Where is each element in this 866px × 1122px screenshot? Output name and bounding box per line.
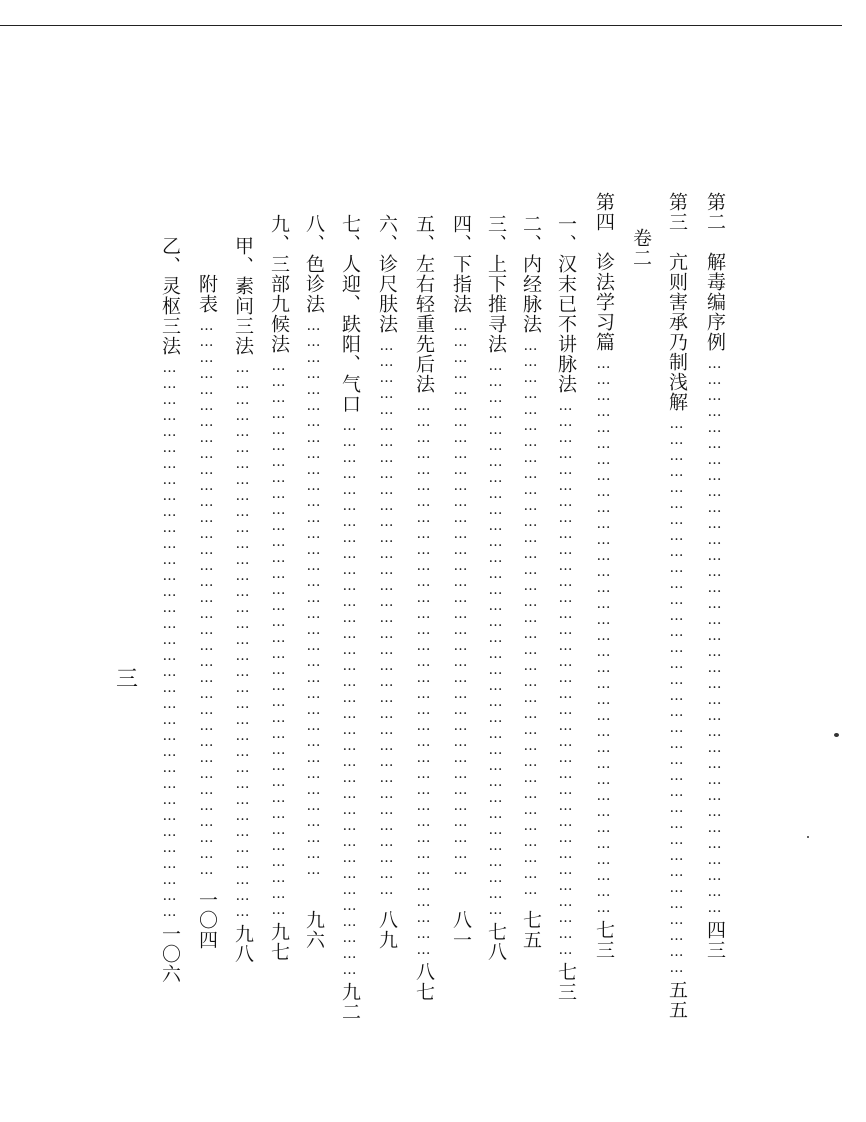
dot-leader: …………………………………………………………………………………………… xyxy=(161,360,178,920)
entry-title: 一、汉末已不讲脉法 xyxy=(555,214,577,394)
entry-title: 三、上下推寻法 xyxy=(485,214,507,354)
toc-entry[interactable] xyxy=(377,214,396,950)
entry-title: 甲、素问三法 xyxy=(232,236,254,356)
entry-page: 八一 xyxy=(450,910,472,950)
scan-speck xyxy=(807,836,809,838)
entry-page: 七三 xyxy=(593,920,615,960)
entry-page: 七八 xyxy=(485,922,507,962)
entry-page: 九七 xyxy=(268,922,290,962)
toc-entry[interactable] xyxy=(413,214,435,1002)
entry-title: 第二 解毒编序例 xyxy=(704,192,726,352)
entry-title: 九、三部九候法 xyxy=(268,214,290,354)
toc-entry[interactable] xyxy=(593,192,615,960)
dot-leader: …………………………………………………………………………………………… xyxy=(557,398,574,958)
entry-page: 七五 xyxy=(520,910,542,950)
toc-entry[interactable] xyxy=(704,192,726,960)
entry-page: 八七 xyxy=(413,962,435,1002)
top-rule xyxy=(0,25,842,26)
dot-leader: …………………………………………………………………………………………… xyxy=(415,398,432,958)
dot-leader: …………………………………………………………………………………………… xyxy=(706,356,723,916)
dot-leader: …………………………………………………………………………………………… xyxy=(341,418,358,978)
toc-entry[interactable] xyxy=(555,214,577,1002)
dot-leader: …………………………………………………………………………………………… xyxy=(522,338,539,898)
toc-entry[interactable] xyxy=(666,192,688,1020)
toc-entry[interactable] xyxy=(159,236,181,984)
entry-title: 第四 诊法学习篇 xyxy=(593,192,615,352)
entry-page: 七三 xyxy=(555,962,577,1002)
entry-page: 九八 xyxy=(232,924,254,964)
toc-entry[interactable] xyxy=(197,274,216,950)
entry-title: 七、人迎、趺阳、气口 xyxy=(339,214,361,414)
entry-page: 九六 xyxy=(303,910,325,950)
toc-entry[interactable] xyxy=(339,214,361,1022)
toc-entry[interactable] xyxy=(451,214,470,950)
entry-title: 二、内经脉法 xyxy=(520,214,542,334)
entry-title: 六、诊尺肤法 xyxy=(376,214,398,334)
entry-title: 四、下指法 xyxy=(450,214,472,314)
toc-entry[interactable] xyxy=(268,214,290,962)
dot-leader: …………………………………………………………………………………………… xyxy=(487,358,504,918)
entry-title: 五、左右轻重先后法 xyxy=(413,214,435,394)
volume-heading: 卷二 xyxy=(630,228,652,268)
dot-leader: …………………………………………………………………………………………… xyxy=(198,318,215,878)
toc-entry[interactable] xyxy=(232,236,254,964)
page-number: 三 xyxy=(116,667,139,692)
toc-entry[interactable] xyxy=(521,214,540,950)
dot-leader: …………………………………………………………………………………………… xyxy=(595,356,612,916)
dot-leader: …………………………………………………………………………………………… xyxy=(378,338,395,898)
entry-page: 一〇六 xyxy=(159,924,181,984)
scan-speck xyxy=(834,733,839,737)
dot-leader: …………………………………………………………………………………………… xyxy=(234,360,251,920)
entry-page: 五五 xyxy=(666,980,688,1020)
entry-title: 八、色诊法 xyxy=(303,214,325,314)
dot-leader: …………………………………………………………………………………………… xyxy=(452,318,469,878)
entry-title: 附表 xyxy=(196,274,218,314)
entry-page: 八九 xyxy=(376,910,398,950)
entry-title: 第三 亢则害承乃制浅解 xyxy=(666,192,688,412)
entry-page: 九二 xyxy=(339,982,361,1022)
entry-page: 一〇四 xyxy=(196,890,218,950)
toc-entry[interactable] xyxy=(485,214,507,962)
entry-title: 乙、灵枢三法 xyxy=(159,236,181,356)
entry-page: 四三 xyxy=(704,920,726,960)
dot-leader: …………………………………………………………………………………………… xyxy=(270,358,287,918)
dot-leader: …………………………………………………………………………………………… xyxy=(668,416,685,976)
toc-entry[interactable] xyxy=(304,214,323,950)
dot-leader: …………………………………………………………………………………………… xyxy=(305,318,322,878)
